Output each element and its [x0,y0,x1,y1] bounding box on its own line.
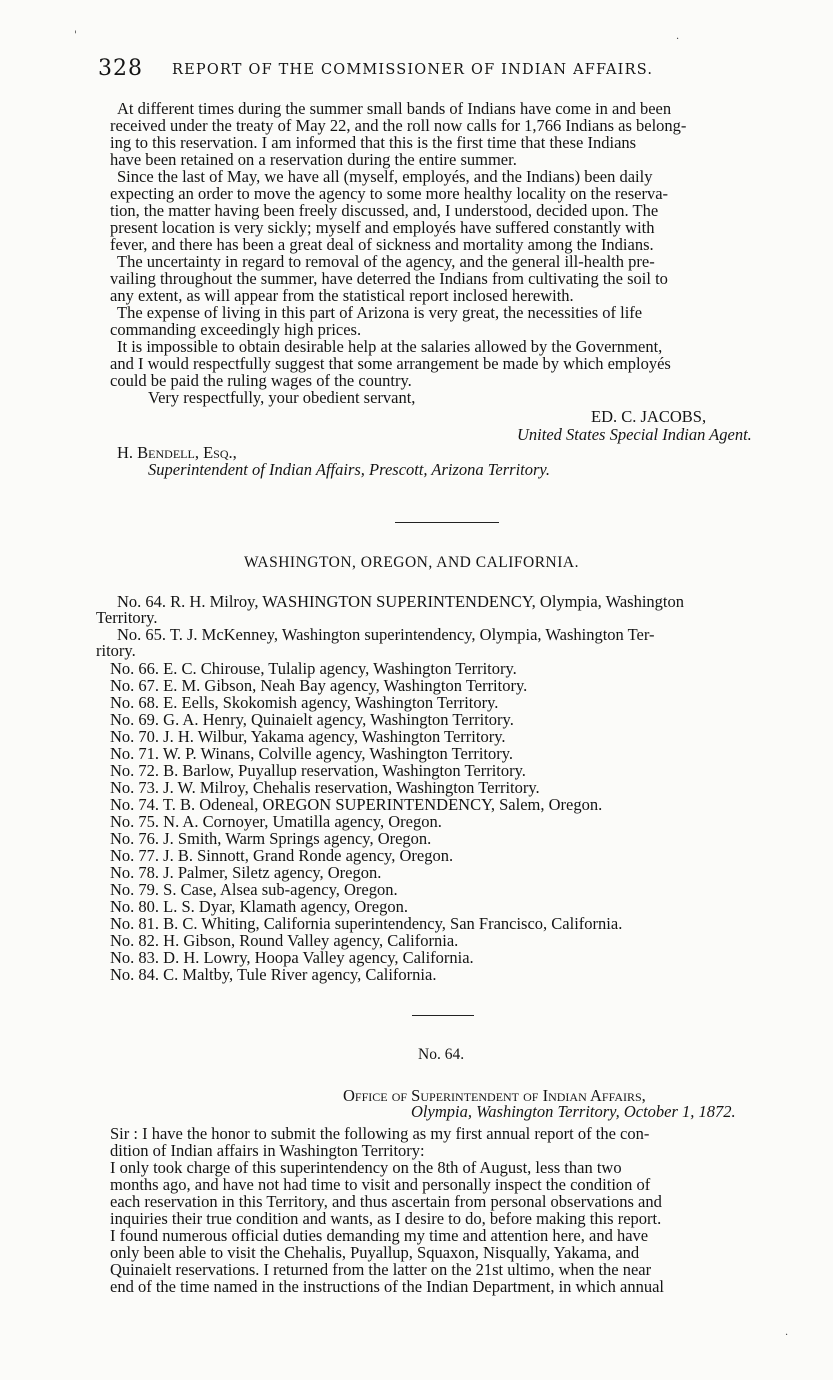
letter-line: have been retained on a reservation during the entire summer. [110,150,517,169]
letter-line: vailing throughout the summer, have deterred the Indians from cultivating the soil to [110,269,668,288]
letter-line: could be paid the ruling wages of the country. [110,371,412,390]
report-number: No. 64. [418,1046,465,1063]
list-item: No. 71. W. P. Winans, Colville agency, Washington Territory. [110,744,514,763]
place-date: Olympia, Washington Territory, October 1, 1872. [411,1102,736,1121]
list-item: No. 84. C. Maltby, Tule River agency, California. [110,965,437,984]
office-heading: Office of Superintendent of Indian Affairs, [343,1086,646,1105]
letter-line: The expense of living in this part of Arizona is very great, the necessities of life [117,303,643,322]
list-item: No. 65. T. J. McKenney, Washington superintendency, Olympia, Washington Ter- [117,625,655,644]
signature-name: ED. C. JACOBS, [591,407,707,426]
list-item: No. 76. J. Smith, Warm Springs agency, Oregon. [110,829,432,848]
list-item: No. 75. N. A. Cornoyer, Umatilla agency, Oregon. [110,812,442,831]
signature-title: United States Special Indian Agent. [517,425,752,444]
list-item: No. 64. R. H. Milroy, WASHINGTON SUPERINTENDENCY, Olympia, Washington [117,592,685,611]
report-line: end of the time named in the instructions of the Indian Department, in which annual [110,1277,664,1296]
addressee-title: Superintendent of Indian Affairs, Prescott, Arizona Territory. [148,460,550,479]
scan-speck: · [785,1330,789,1341]
list-item: No. 74. T. B. Odeneal, OREGON SUPERINTENDENCY, Salem, Oregon. [110,795,603,814]
letter-line: present location is very sickly; myself and employés have suffered constantly with [110,218,655,237]
list-item: No. 70. J. H. Wilbur, Yakama agency, Washington Territory. [110,727,506,746]
report-line: months ago, and have not had time to visit and personally inspect the condition of [110,1175,651,1194]
list-item: No. 78. J. Palmer, Siletz agency, Oregon. [110,863,382,882]
report-line: I only took charge of this superintendency on the 8th of August, less than two [110,1158,622,1177]
report-line: only been able to visit the Chehalis, Puyallup, Squaxon, Nisqually, Yakama, and [110,1243,640,1262]
list-item: No. 68. E. Eells, Skokomish agency, Washington Territory. [110,693,499,712]
list-item: No. 67. E. M. Gibson, Neah Bay agency, Washington Territory. [110,676,528,695]
section-divider [395,522,499,523]
letter-line: any extent, as will appear from the statistical report inclosed herewith. [110,286,574,305]
list-item: No. 69. G. A. Henry, Quinaielt agency, Washington Territory. [110,710,514,729]
scan-speck: · [676,34,680,45]
report-line: inquiries their true condition and wants, as I desire to do, before making this report. [110,1209,662,1228]
scan-speck: ' [74,30,77,41]
page-number: 328 [98,56,143,81]
letter-line: expecting an order to move the agency to some more healthy locality on the reserva- [110,184,669,203]
running-title: REPORT OF THE COMMISSIONER OF INDIAN AFFAIRS. [172,62,654,78]
list-item: No. 83. D. H. Lowry, Hoopa Valley agency, California. [110,948,474,967]
letter-line: fever, and there has been a great deal of sickness and mortality among the Indians. [110,235,654,254]
list-item: No. 80. L. S. Dyar, Klamath agency, Oregon. [110,897,408,916]
list-item: ritory. [96,641,136,660]
report-line: each reservation in this Territory, and thus ascertain from personal observations and [110,1192,662,1211]
list-item: No. 82. H. Gibson, Round Valley agency, California. [110,931,459,950]
report-line: Quinaielt reservations. I returned from the latter on the 21st ultimo, when the near [110,1260,652,1279]
list-item: No. 72. B. Barlow, Puyallup reservation, Washington Territory. [110,761,526,780]
list-item: No. 81. B. C. Whiting, California superintendency, San Francisco, California. [110,914,623,933]
letter-line: It is impossible to obtain desirable help at the salaries allowed by the Government, [117,337,663,356]
report-divider [412,1015,474,1016]
report-line: I found numerous official duties demanding my time and attention here, and have [110,1226,649,1245]
letter-line: commanding exceedingly high prices. [110,320,362,339]
list-item: No. 77. J. B. Sinnott, Grand Ronde agency, Oregon. [110,846,454,865]
letter-line: tion, the matter having been freely discussed, and, I understood, decided upon. The [110,201,659,220]
letter-line: At different times during the summer small bands of Indians have come in and been [117,99,672,118]
list-item: Territory. [96,608,158,627]
letter-line: received under the treaty of May 22, and the roll now calls for 1,766 Indians as belong- [110,116,687,135]
section-title: WASHINGTON, OREGON, AND CALIFORNIA. [244,554,579,571]
letter-line: ing to this reservation. I am informed that this is the first time that these Indians [110,133,637,152]
page-header [98,56,738,82]
report-line: dition of Indian affairs in Washington Territory: [110,1141,425,1160]
letter-line: and I would respectfully suggest that some arrangement be made by which employés [110,354,671,373]
list-item: No. 79. S. Case, Alsea sub-agency, Oregon. [110,880,398,899]
letter-line: The uncertainty in regard to removal of the agency, and the general ill-health pre- [117,252,655,271]
addressee-name: H. Bendell, Esq., [117,443,237,462]
report-line: Sir : I have the honor to submit the following as my first annual report of the con- [110,1124,650,1143]
list-item: No. 66. E. C. Chirouse, Tulalip agency, Washington Territory. [110,659,517,678]
list-item: No. 73. J. W. Milroy, Chehalis reservation, Washington Territory. [110,778,540,797]
letter-line: Since the last of May, we have all (myself, employés, and the Indians) been daily [117,167,653,186]
letter-closing: Very respectfully, your obedient servant, [148,388,416,407]
